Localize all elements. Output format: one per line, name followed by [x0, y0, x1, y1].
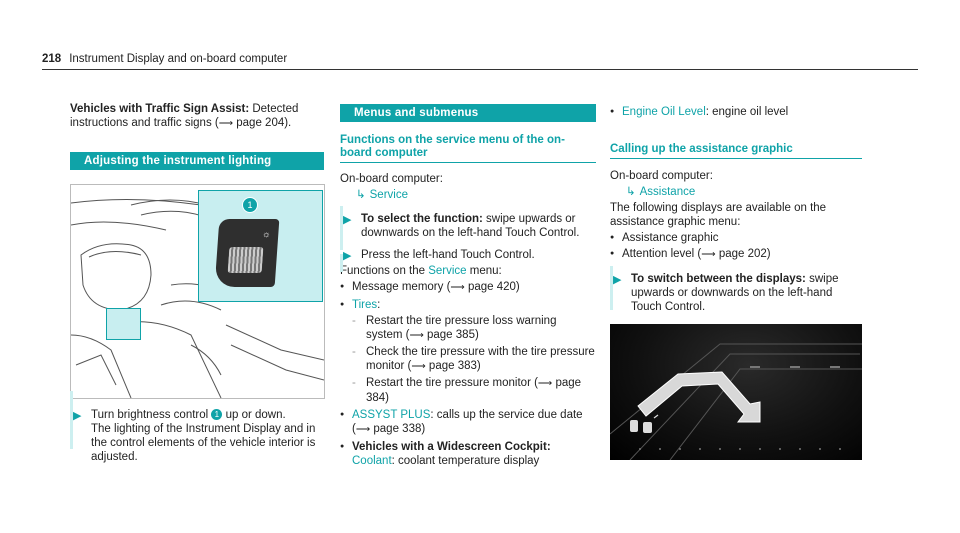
functions-post: menu: [466, 265, 502, 277]
page-ref-link[interactable]: page 420) [467, 281, 520, 293]
assistance-graphic-screen [610, 324, 862, 460]
step-arrow-icon: ▶ [613, 274, 622, 286]
assistance-description: The following displays are available on the assistance graphic menu: [610, 202, 827, 228]
step-arrow-icon: ▶ [343, 214, 352, 226]
menu-path-service [340, 188, 596, 202]
page-ref-arrow-icon: ⟶ [409, 330, 424, 341]
lighting-control-highlight [106, 308, 141, 340]
column-3 [610, 96, 862, 460]
bullet-icon: ● [340, 411, 345, 418]
list-item [610, 105, 862, 119]
menu-assistance-link[interactable]: Assistance [639, 186, 696, 198]
bullet-text: Assistance graphic [622, 232, 719, 244]
list-item [340, 280, 596, 295]
coolant-link[interactable]: Coolant [352, 455, 392, 467]
driver-assist-icon [630, 415, 658, 433]
column-2 [340, 96, 596, 468]
step-select-function [343, 212, 596, 240]
bullet-text: : coolant temperature display [391, 455, 540, 467]
page-ref-arrow-icon: ⟶ [411, 361, 426, 372]
callout-1-label: 1 [247, 200, 253, 210]
list-item [340, 440, 596, 468]
menu-service-link[interactable]: Service [369, 189, 408, 201]
functions-intro [340, 264, 596, 278]
page-ref-arrow-icon: ⟶ [355, 424, 371, 435]
traffic-sign-note [70, 102, 324, 131]
service-menu-subtitle: Functions on the service menu of the on-board computer [340, 134, 596, 163]
sub-list-item [340, 345, 596, 374]
sub-list-item [340, 314, 596, 343]
list-item [340, 408, 596, 437]
bullet-icon: ● [340, 443, 345, 450]
step-turn-brightness [73, 408, 324, 464]
assistance-subtitle: Calling up the assistance graphic [610, 143, 862, 159]
bullet-colon: : [377, 299, 381, 311]
page-ref-arrow-icon: ⟶ [450, 282, 465, 293]
menu-path-assistance [610, 185, 862, 199]
page-ref-arrow-icon: ⟶ [537, 378, 553, 389]
page-ref-link[interactable]: page 385) [427, 329, 479, 341]
menu-arrow-icon: ↳ [626, 186, 636, 198]
bullet-icon: ● [610, 108, 615, 115]
bullet-icon: ● [340, 301, 345, 308]
page-ref-arrow-icon: ⟶ [218, 118, 234, 129]
section-bar-menus: Menus and submenus [340, 104, 596, 122]
tires-link[interactable]: Tires [352, 299, 378, 311]
step-text: Turn brightness control [91, 409, 212, 421]
menu-arrow-icon: ↳ [356, 189, 366, 201]
list-item [610, 247, 862, 262]
bullet-text: : engine oil level [705, 106, 789, 118]
dash-icon: - [352, 346, 356, 358]
bullet-icon: ● [610, 250, 615, 257]
traffic-sign-text: Detected instructions and traffic signs ( [70, 103, 299, 129]
sub-list-item [340, 376, 596, 405]
bullet-text: Message memory ( [352, 281, 451, 293]
page-number: 218 [42, 53, 62, 65]
dash-text: Restart the tire pressure loss warning system ( [366, 315, 557, 341]
step-switch-displays [613, 272, 862, 314]
step-arrow-icon: ▶ [73, 410, 82, 422]
page-ref-link[interactable]: page 204). [236, 117, 292, 129]
step-text: swipe upwards or downwards on the left-hand Touch Control. [361, 213, 580, 239]
callout-1 [242, 197, 258, 213]
bullet-icon: ● [340, 283, 345, 290]
list-item [340, 298, 596, 312]
step-text: Press the left-hand Touch Control. [361, 249, 535, 261]
brightness-icon: ☼ [261, 229, 271, 239]
engine-oil-level-link[interactable]: Engine Oil Level [622, 106, 706, 118]
dash-icon: - [352, 315, 356, 327]
page-ref-link[interactable]: page 338) [373, 423, 426, 435]
step-bold: To select the function: [361, 213, 483, 225]
brightness-control-knob [215, 219, 280, 287]
step-bold: To switch between the displays: [631, 273, 806, 285]
obc-label: On-board computer: [340, 173, 443, 185]
step-text-end: up or down. [222, 409, 286, 421]
list-item [610, 231, 862, 245]
bullet-text: Attention level ( [622, 248, 702, 260]
bullet-bold: Vehicles with a Widescreen Cockpit: [352, 441, 551, 453]
bullet-icon: ● [610, 234, 615, 241]
page-header [42, 52, 287, 66]
assistance-road-graphic [610, 324, 862, 460]
page-header-title: Instrument Display and on-board computer [69, 53, 288, 65]
functions-service-link[interactable]: Service [428, 265, 467, 277]
traffic-sign-bold: Vehicles with Traffic Sign Assist: [70, 103, 250, 115]
page-ref-link[interactable]: page 383) [428, 360, 481, 372]
step-result-text: The lighting of the Instrument Display and in the control elements of the vehicle interior is adjusted. [91, 423, 316, 463]
section-bar-lighting: Adjusting the instrument lighting [70, 152, 324, 170]
header-rule [42, 69, 918, 70]
step-arrow-icon: ▶ [343, 250, 352, 262]
page-ref-link[interactable]: page 202) [718, 248, 771, 260]
interior-illustration [70, 184, 325, 399]
column-1 [70, 96, 324, 464]
step-text: swipe upwards or downwards on the left-hand Touch Control. [631, 273, 839, 313]
dash-icon: - [352, 377, 356, 389]
dash-text: Check the tire pressure with the tire pressure monitor ( [366, 346, 595, 372]
detail-inset [198, 190, 323, 302]
assyst-plus-link[interactable]: ASSYST PLUS [352, 409, 431, 421]
page-ref-arrow-icon: ⟶ [701, 249, 716, 260]
page-ref-link[interactable]: page 384) [366, 377, 582, 404]
callout-1-inline-icon: 1 [211, 409, 222, 420]
obc-label: On-board computer: [610, 170, 713, 182]
functions-pre: Functions on the [340, 265, 429, 277]
bullet-text: : calls up the service due date ( [352, 409, 583, 435]
dash-text: Restart the tire pressure monitor ( [366, 377, 538, 389]
step-press-touch-control [343, 248, 596, 262]
